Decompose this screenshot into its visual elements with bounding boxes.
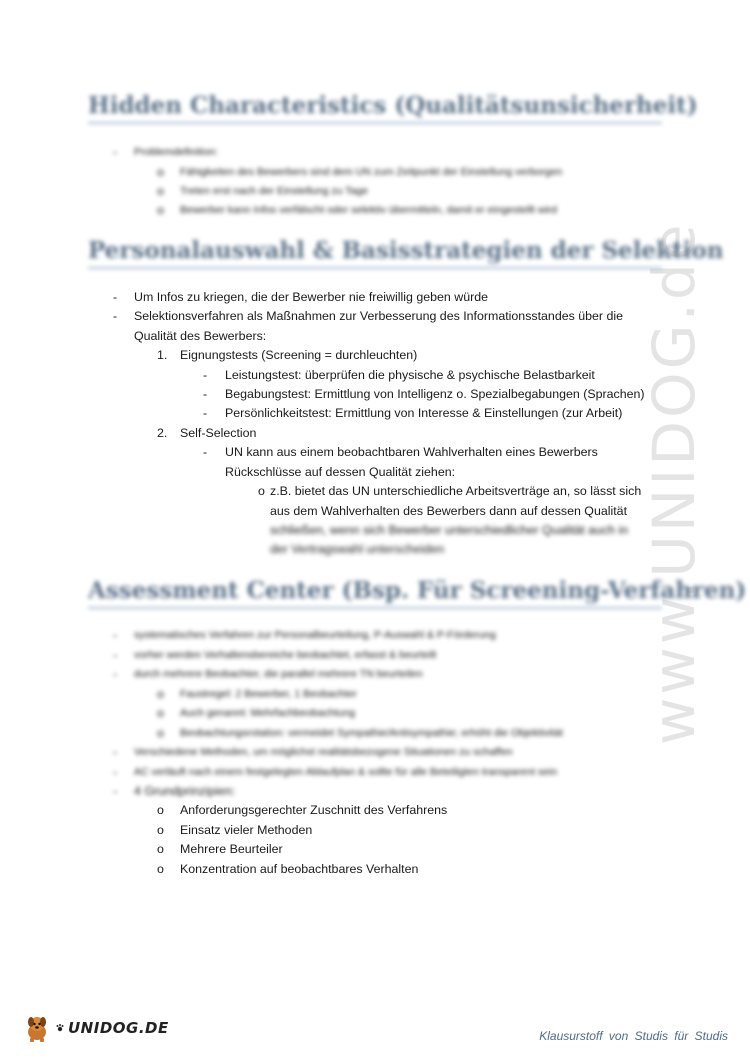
dash-bullet: - — [113, 667, 118, 681]
logo-text: UNIDOG.DE — [68, 1019, 169, 1037]
list-number: 2. — [157, 426, 168, 440]
section3-subitem: Auch genannt: Mehrfachbeobachtung — [180, 707, 356, 719]
dash-bullet: - — [203, 445, 208, 459]
section3-subitem: Faustregel: 2 Bewerber, 1 Beobachter — [180, 688, 357, 700]
circle-bullet: o — [157, 803, 164, 817]
unidog-logo — [22, 1013, 169, 1043]
test-item: Begabungstest: Ermittlung von Intelligenz o. Spezialbegabungen (Sprachen) — [225, 387, 645, 401]
section3-subitem: Beobachtungsrotation: vermeidet Sympathie/Antisympathie; erhöht die Objektivität — [180, 727, 563, 739]
dash-bullet: - — [113, 628, 118, 642]
section3-item: AC verläuft nach einem festgelegten Ablaufplan & sollte für alle Beteiligten transparent sein — [134, 766, 558, 778]
dog-icon — [22, 1013, 52, 1043]
dash-bullet: - — [203, 387, 208, 401]
section2-bullet: Selektionsverfahren als Maßnahmen zur Verbesserung des Informationsstandes über die — [134, 309, 624, 323]
dash-bullet: - — [203, 368, 208, 382]
section2-bullet: Um Infos zu kriegen, die der Bewerber nie freiwillig geben würde — [134, 290, 488, 304]
dash-bullet: - — [113, 784, 118, 798]
list-number: 1. — [157, 348, 168, 362]
principle-item: Anforderungsgerechter Zuschnitt des Verfahrens — [180, 803, 448, 817]
circle-bullet: o — [258, 484, 265, 498]
section-heading-assessment-center: Assessment Center (Bsp. Für Screening-Verfahren) — [88, 577, 662, 609]
principle-item: Konzentration auf beobachtbares Verhalten — [180, 862, 419, 876]
section-heading-personalauswahl: Personalauswahl & Basisstrategien der Selektion — [88, 237, 662, 269]
section1-subitem: Fähigkeiten des Bewerbers sind dem UN zum Zeitpunkt der Einstellung verborgen — [180, 166, 563, 178]
section3-item: 4 Grundprinzipien: — [134, 784, 236, 798]
example-text: schließen, wenn sich Bewerber unterschiedlicher Qualität auch in — [270, 523, 629, 537]
watermark: www.UNIDOG.de — [640, 221, 708, 745]
test-item: Leistungstest: überprüfen die physische & psychische Belastbarkeit — [225, 368, 595, 382]
dash-bullet: - — [113, 309, 118, 323]
section3-item: durch mehrere Beobachter, die parallel mehrere TN beurteilen — [134, 668, 423, 680]
principle-item: Mehrere Beurteiler — [180, 842, 283, 856]
circle-bullet: o — [157, 706, 164, 720]
circle-bullet: o — [157, 842, 164, 856]
section3-item: vorher werden Verhaltensbereiche beobachtet, erfasst & beurteilt — [134, 649, 437, 661]
test-item: Persönlichkeitstest: Ermittlung von Interesse & Einstellungen (zur Arbeit) — [225, 406, 623, 420]
section3-item: systematisches Verfahren zur Personalbeurteilung, P-Auswahl & P-Förderung — [134, 629, 496, 641]
circle-bullet: o — [157, 165, 164, 179]
self-selection-text-continuation: Rückschlüsse auf dessen Qualität ziehen: — [225, 465, 456, 479]
dash-bullet: - — [203, 406, 208, 420]
principle-item: Einsatz vieler Methoden — [180, 823, 313, 837]
circle-bullet: o — [157, 862, 164, 876]
example-text: der Vertragswahl unterscheiden — [270, 542, 445, 556]
section3-item: Verschiedene Methoden, um möglichst realitätsbezogene Situationen zu schaffen — [134, 746, 513, 758]
section1-subitem: Bewerber kann Infos verfälscht oder selektiv übermitteln, damit er eingestellt wird — [180, 204, 558, 216]
circle-bullet: o — [157, 726, 164, 740]
dash-bullet: - — [113, 765, 118, 779]
numbered-item: Self-Selection — [180, 426, 257, 440]
dash-bullet: - — [113, 648, 118, 662]
circle-bullet: o — [157, 687, 164, 701]
section1-item: Problemdefinition: — [134, 146, 219, 158]
circle-bullet: o — [157, 823, 164, 837]
footer-tagline: Klausurstoff von Studis für Studis — [539, 1029, 728, 1043]
dash-bullet: - — [113, 290, 118, 304]
numbered-item: Eignungstests (Screening = durchleuchten) — [180, 348, 418, 362]
section-heading-hidden-characteristics: Hidden Characteristics (Qualitätsunsicherheit) — [88, 92, 662, 124]
circle-bullet: o — [157, 203, 164, 217]
section1-subitem: Treten erst nach der Einstellung zu Tage — [180, 185, 368, 197]
dash-bullet: - — [113, 145, 118, 159]
example-text: aus dem Wahlverhalten des Bewerbers dann auf dessen Qualität — [270, 504, 628, 518]
circle-bullet: o — [157, 184, 164, 198]
self-selection-text: UN kann aus einem beobachtbaren Wahlverhalten eines Bewerbers — [225, 445, 598, 459]
paw-icon — [56, 1024, 64, 1032]
dash-bullet: - — [113, 745, 118, 759]
example-text: z.B. bietet das UN unterschiedliche Arbeitsverträge an, so lässt sich — [270, 484, 642, 498]
section2-bullet-continuation: Qualität des Bewerbers: — [134, 329, 267, 343]
